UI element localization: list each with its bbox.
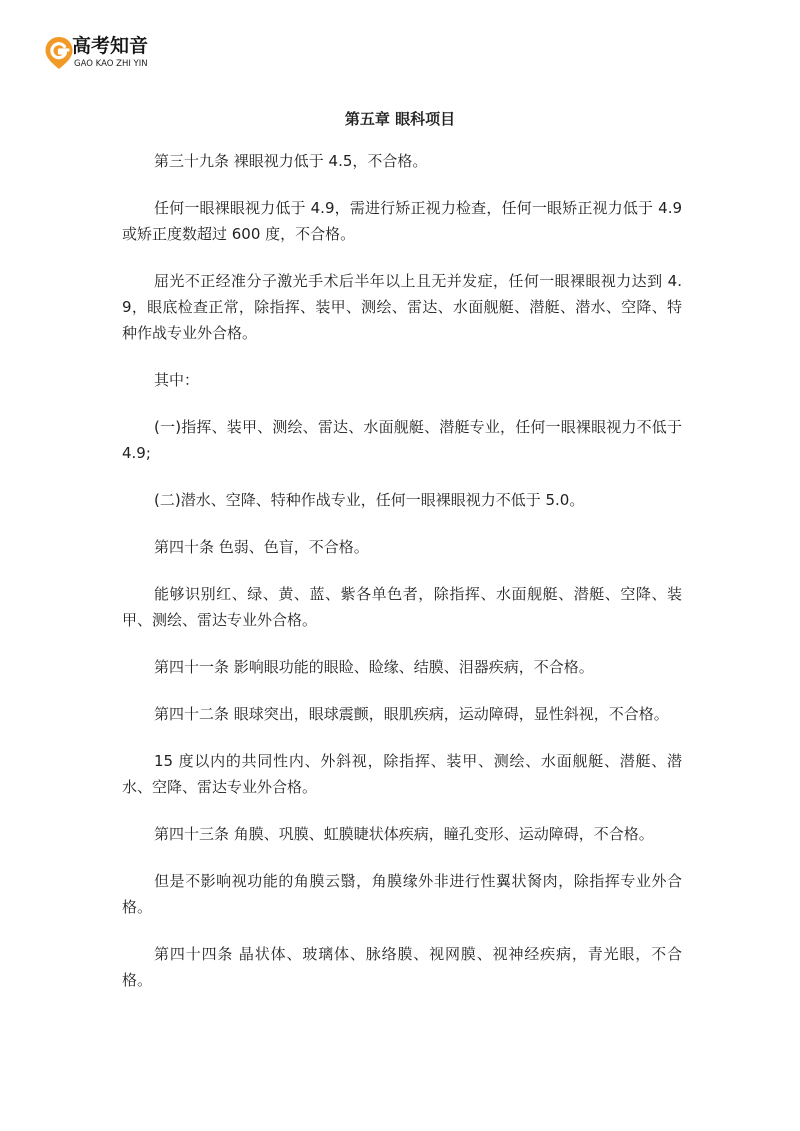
paragraph: 任何一眼裸眼视力低于 4.9，需进行矫正视力检查，任何一眼矫正视力低于 4.9 或矫正度数超过 600 度，不合格。 bbox=[122, 199, 682, 243]
paragraph: 第四十一条 影响眼功能的眼睑、睑缘、结膜、泪器疾病，不合格。 bbox=[154, 658, 594, 676]
brand-logo bbox=[44, 34, 174, 74]
paragraph: 第四十三条 角膜、巩膜、虹膜睫状体疾病，瞳孔变形、运动障碍，不合格。 bbox=[154, 825, 654, 843]
paragraph: 第三十九条 裸眼视力低于 4.5，不合格。 bbox=[154, 152, 428, 170]
logo-title: 高考知音 bbox=[72, 35, 149, 57]
paragraph: 但是不影响视功能的角膜云翳，角膜缘外非进行性翼状胬肉，除指挥专业外合格。 bbox=[122, 872, 682, 916]
chapter-title: 第五章 眼科项目 bbox=[344, 110, 456, 128]
paragraph: 其中： bbox=[154, 371, 200, 389]
paragraph: 第四十条 色弱、色盲，不合格。 bbox=[154, 538, 369, 556]
logo-subtitle: GAO KAO ZHI YIN bbox=[74, 59, 148, 69]
paragraph: 第四十四条 晶状体、玻璃体、脉络膜、视网膜、视神经疾病，青光眼，不合格。 bbox=[122, 945, 682, 989]
paragraph: 屈光不正经准分子激光手术后半年以上且无并发症，任何一眼裸眼视力达到 4.9，眼底检查正常，除指挥、装甲、测绘、雷达、水面舰艇、潜艇、潜水、空降、特种作战专业外合格。 bbox=[122, 272, 682, 342]
location-pin-logo-icon bbox=[44, 36, 74, 70]
paragraph: 能够识别红、绿、黄、蓝、紫各单色者，除指挥、水面舰艇、潜艇、空降、装甲、测绘、雷达专业外合格。 bbox=[122, 585, 682, 629]
paragraph: 第四十二条 眼球突出，眼球震颤，眼肌疾病，运动障碍，显性斜视，不合格。 bbox=[154, 705, 669, 723]
paragraph: 15 度以内的共同性内、外斜视，除指挥、装甲、测绘、水面舰艇、潜艇、潜水、空降、雷达专业外合格。 bbox=[122, 752, 682, 796]
document-body bbox=[122, 148, 682, 1014]
paragraph: (一)指挥、装甲、测绘、雷达、水面舰艇、潜艇专业，任何一眼裸眼视力不低于 4.9; bbox=[122, 418, 682, 462]
paragraph: (二)潜水、空降、特种作战专业，任何一眼裸眼视力不低于 5.0。 bbox=[154, 491, 585, 509]
